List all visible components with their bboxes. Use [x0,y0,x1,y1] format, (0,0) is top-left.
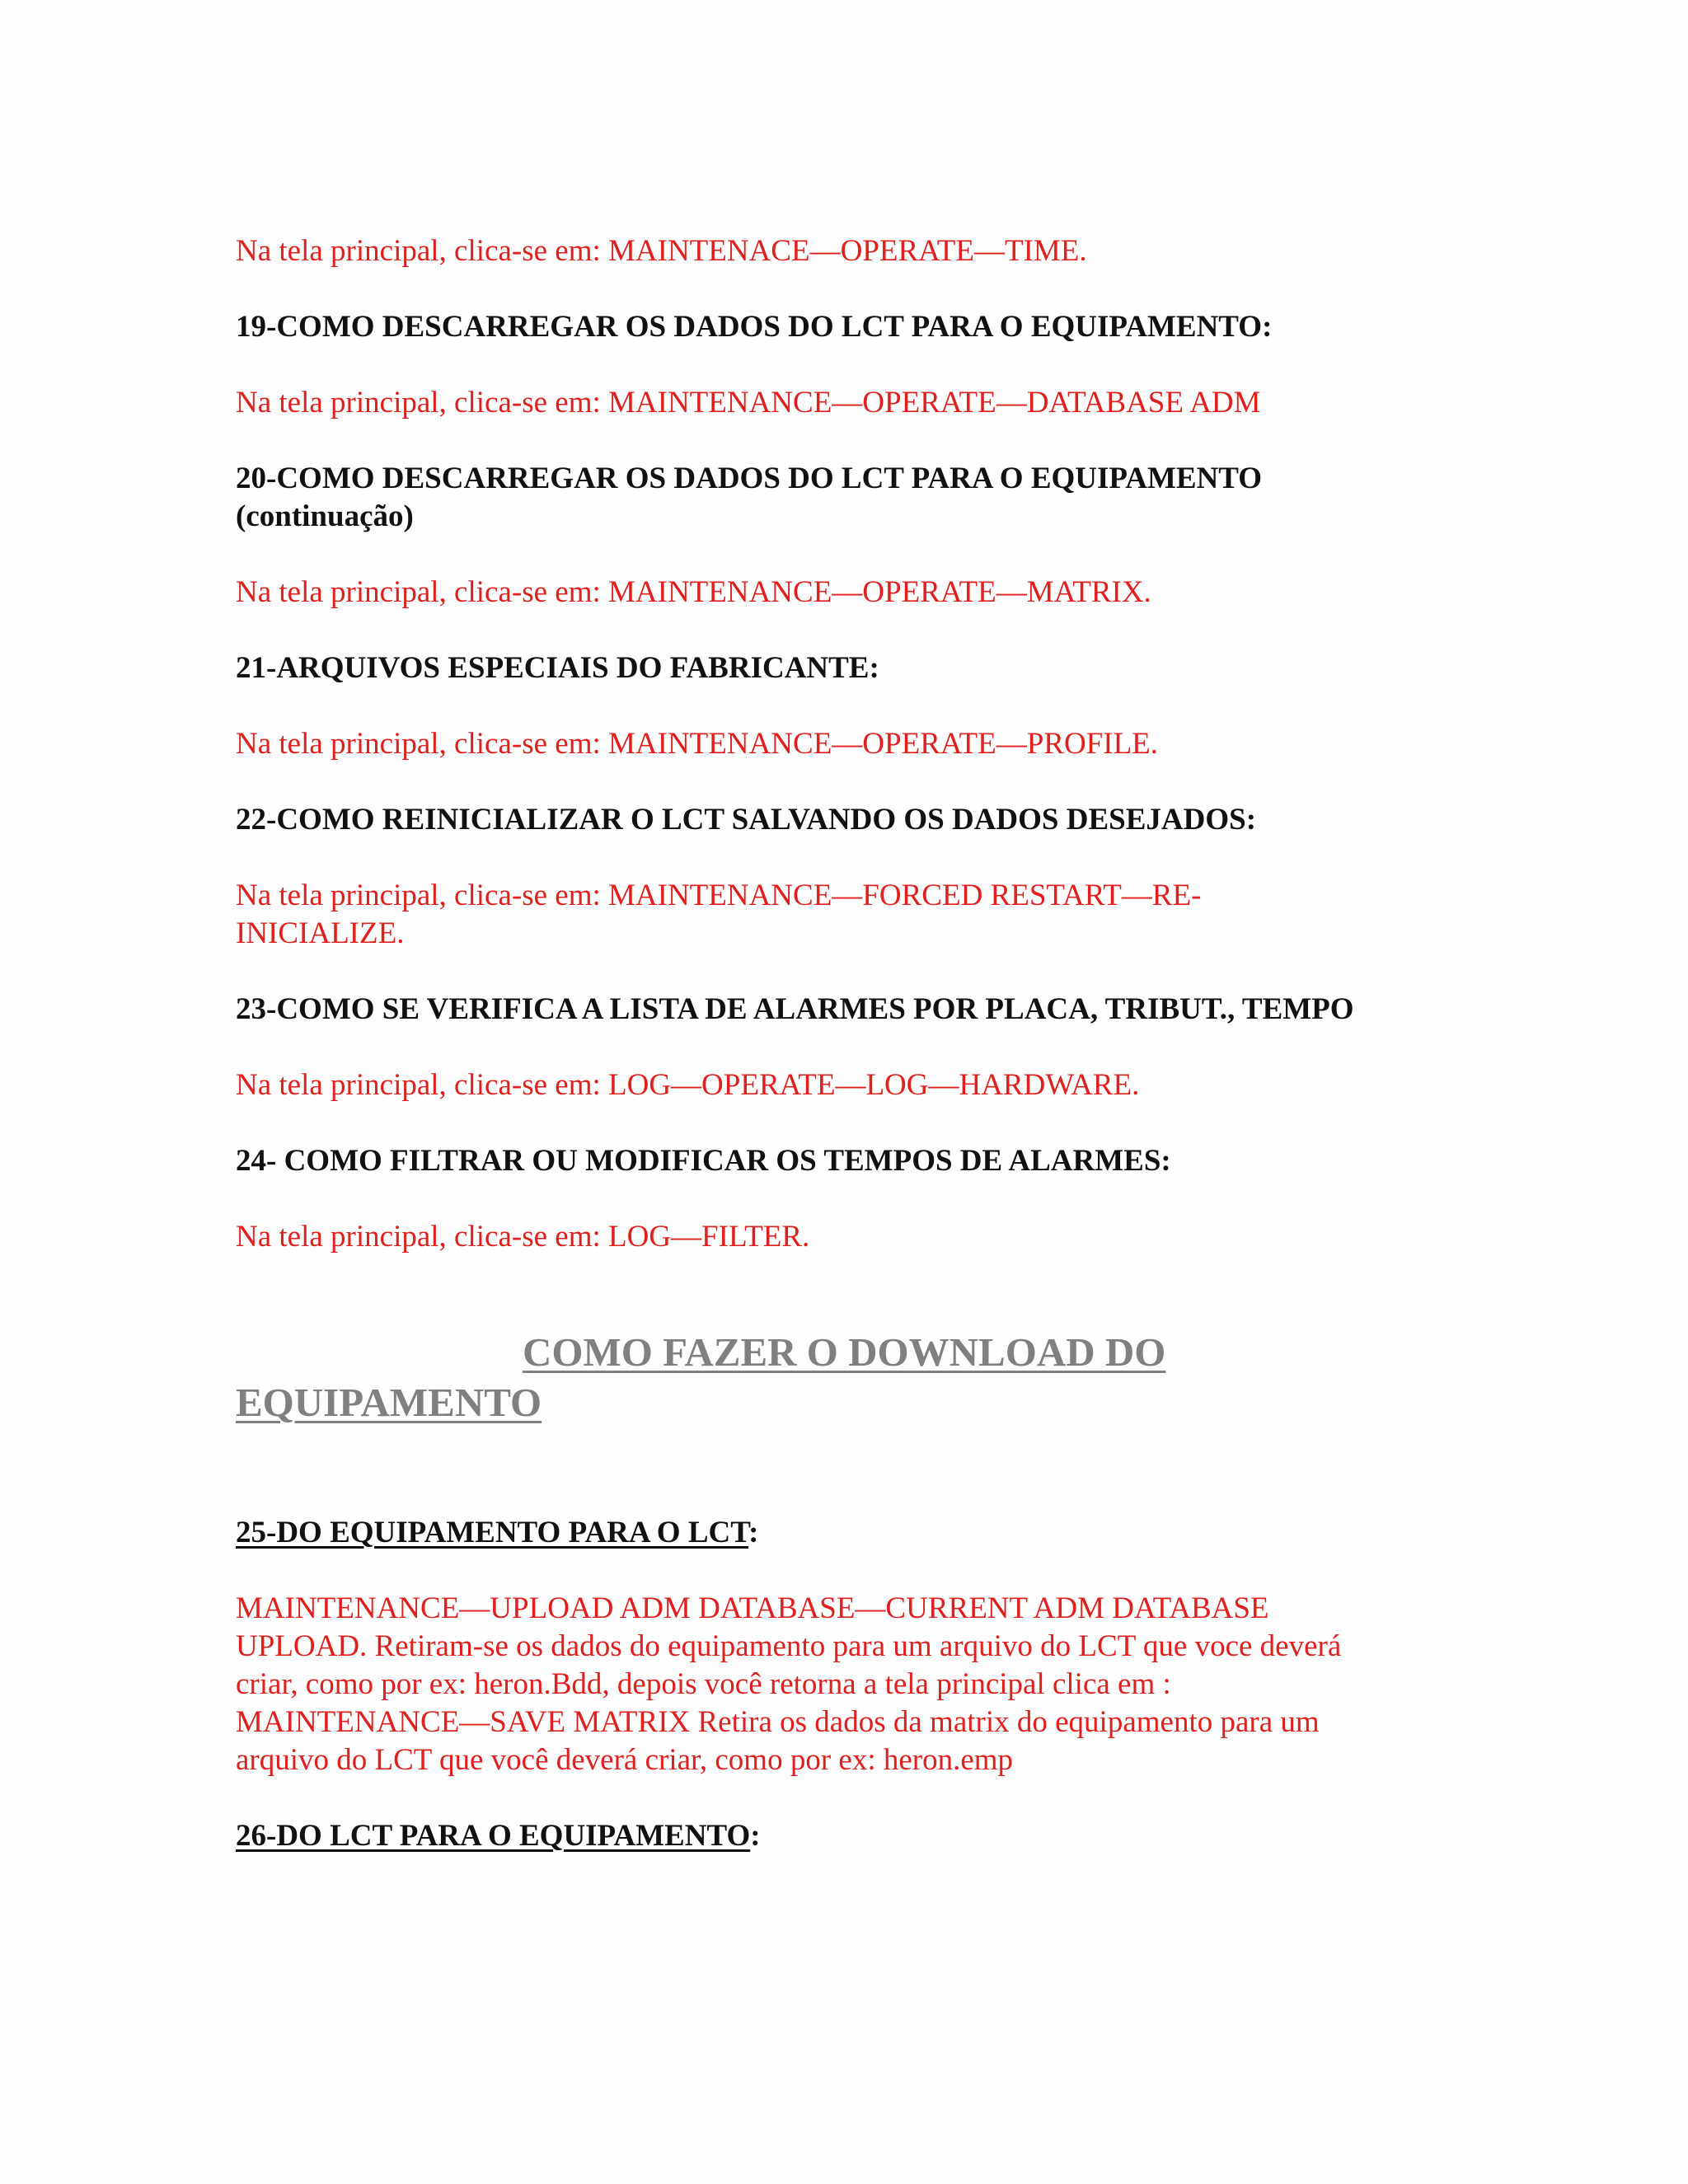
heading-25 [236,1514,1456,1552]
heading-26-colon: : [750,1819,761,1853]
heading-20: 20-COMO DESCARREGAR OS DADOS DO LCT PARA O EQUIPAMENTO (continuação) [236,462,1263,533]
step-instruction-log-hardware: Na tela principal, clica-se em: LOG—OPERATE—LOG—HARDWARE. [236,1068,1140,1102]
section-title-line2: EQUIPAMENTO [236,1380,542,1425]
step-instruction-log-filter: Na tela principal, clica-se em: LOG—FILTER. [236,1220,810,1254]
heading-25-colon: : [748,1516,759,1549]
upload-line: criar, como por ex: heron.Bdd, depois você retorna a tela principal clica em : [236,1667,1171,1701]
upload-line: arquivo do LCT que você deverá criar, como por ex: heron.emp [236,1743,1014,1777]
upload-line: UPLOAD. Retiram-se os dados do equipamento para um arquivo do LCT que voce deverá [236,1629,1342,1663]
heading-19: 19-COMO DESCARREGAR OS DADOS DO LCT PARA O EQUIPAMENTO: [236,310,1273,344]
step-instruction-forced-restart: Na tela principal, clica-se em: MAINTENANCE—FORCED RESTART—RE-INICIALIZE. [236,879,1202,950]
upload-line: MAINTENANCE—SAVE MATRIX Retira os dados da matrix do equipamento para um [236,1705,1320,1739]
heading-25-label: 25-DO EQUIPAMENTO PARA O LCT [236,1516,749,1549]
heading-23: 23-COMO SE VERIFICA A LISTA DE ALARMES POR PLACA, TRIBUT., TEMPO [236,992,1354,1026]
heading-21: 21-ARQUIVOS ESPECIAIS DO FABRICANTE: [236,651,879,685]
step-instruction-upload [236,1590,1456,1779]
step-instruction-profile: Na tela principal, clica-se em: MAINTENANCE—OPERATE—PROFILE. [236,727,1159,761]
upload-line: MAINTENANCE—UPLOAD ADM DATABASE—CURRENT ADM DATABASE [236,1591,1269,1625]
heading-24: 24- COMO FILTRAR OU MODIFICAR OS TEMPOS DE ALARMES: [236,1144,1171,1178]
heading-22: 22-COMO REINICIALIZAR O LCT SALVANDO OS DADOS DESEJADOS: [236,803,1257,837]
document-content [236,232,1456,1855]
step-instruction-time: Na tela principal, clica-se em: MAINTENACE—OPERATE—TIME. [236,234,1087,268]
heading-26 [236,1817,1456,1855]
section-title [236,1327,1456,1427]
heading-26-label: 26-DO LCT PARA O EQUIPAMENTO [236,1819,751,1853]
section-title-line1: COMO FAZER O DOWNLOAD DO [523,1329,1166,1375]
step-instruction-matrix: Na tela principal, clica-se em: MAINTENANCE—OPERATE—MATRIX. [236,575,1151,609]
step-instruction-database-adm: Na tela principal, clica-se em: MAINTENANCE—OPERATE—DATABASE ADM [236,386,1261,419]
